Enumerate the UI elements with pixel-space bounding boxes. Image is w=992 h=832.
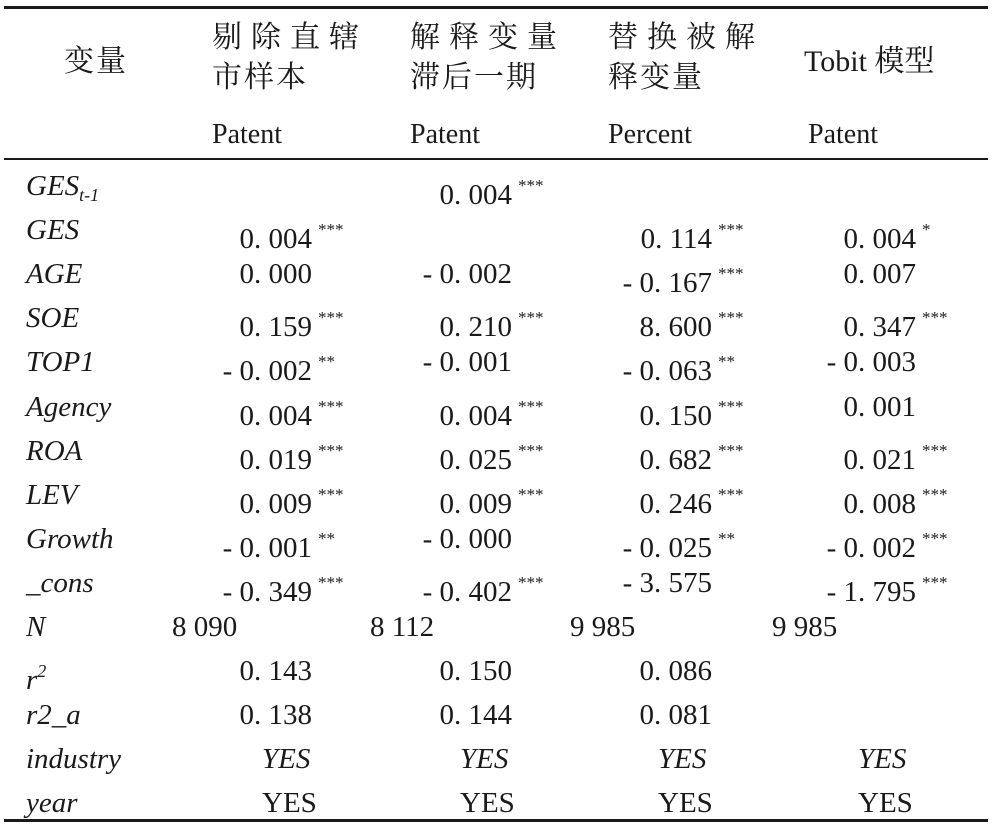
header-col-3-line1: 替换被解 — [608, 21, 764, 54]
cell-value: 0. 210 — [439, 311, 512, 344]
cell-value: 0. 000 — [239, 258, 312, 291]
significance-stars: *** — [318, 484, 344, 504]
row-variable-name — [26, 212, 79, 248]
table-cell — [394, 433, 544, 478]
cell-value: YES — [658, 787, 713, 820]
cell-value: 0. 008 — [843, 487, 916, 520]
table-cell — [594, 521, 735, 566]
significance-stars: *** — [718, 264, 744, 284]
table-row — [4, 340, 988, 388]
cell-value: - 0. 003 — [826, 346, 916, 379]
cell-value: - 0. 002 — [222, 355, 312, 388]
significance-stars: *** — [318, 220, 344, 240]
table-cell — [798, 256, 916, 292]
cell-value: - 0. 002 — [826, 531, 916, 564]
table-cell — [172, 609, 237, 645]
header-col-2 — [410, 18, 570, 98]
cell-value: 0. 019 — [239, 443, 312, 476]
cell-value: 9 985 — [772, 611, 838, 643]
table-cell — [594, 477, 744, 522]
table-cell — [594, 433, 744, 478]
cell-value: 0. 004 — [439, 179, 512, 211]
significance-stars: *** — [922, 440, 948, 460]
table-cell — [262, 741, 310, 777]
table-row — [4, 693, 988, 737]
table-cell — [394, 697, 512, 733]
variable-label: AGE — [26, 258, 83, 291]
table-row — [4, 561, 988, 608]
significance-stars: ** — [718, 528, 735, 548]
cell-value: YES — [460, 743, 509, 776]
header-col-3-sub: Percent — [608, 119, 692, 150]
cell-value: 9 985 — [570, 611, 636, 643]
significance-stars: *** — [318, 440, 344, 460]
table-cell — [194, 389, 344, 434]
row-variable-name — [26, 785, 78, 821]
row-variable-name — [26, 300, 79, 336]
cell-value: - 0. 000 — [422, 522, 512, 555]
row-variable-name — [26, 741, 121, 777]
table-row — [4, 208, 988, 256]
significance-stars: ** — [318, 352, 335, 372]
variable-label: Growth — [26, 522, 114, 555]
variable-subscript: t-1 — [79, 185, 100, 205]
table-cell — [394, 300, 544, 345]
cell-value: 0. 138 — [239, 699, 312, 732]
table-cell — [262, 785, 317, 821]
table-cell — [594, 212, 744, 257]
cell-value: 0. 021 — [843, 443, 916, 476]
row-variable-name — [26, 433, 82, 469]
cell-value: 0. 114 — [640, 223, 712, 256]
row-variable-name — [26, 389, 111, 425]
table-cell — [858, 785, 913, 821]
cell-value: YES — [262, 787, 317, 820]
table-cell — [394, 344, 512, 380]
variable-label: Agency — [26, 390, 112, 423]
table-cell — [394, 521, 512, 557]
variable-superscript: 2 — [37, 661, 47, 682]
table-bottom-rule — [4, 819, 988, 822]
cell-value: - 0. 025 — [622, 531, 712, 564]
significance-stars: *** — [718, 396, 744, 416]
table-cell — [460, 785, 515, 821]
variable-label: _cons — [26, 566, 94, 599]
table-cell — [858, 741, 906, 777]
cell-value: YES — [858, 787, 913, 820]
cell-value: - 1. 795 — [826, 575, 916, 608]
cell-value: 0. 081 — [639, 699, 712, 732]
significance-stars: *** — [718, 308, 744, 328]
variable-label: GES — [26, 170, 80, 202]
table-cell — [798, 521, 948, 566]
table-header-rule — [4, 158, 988, 160]
variable-label: industry — [26, 743, 122, 776]
cell-value: 0. 004 — [239, 399, 312, 432]
row-variable-name — [26, 168, 99, 213]
header-col-3 — [608, 18, 768, 98]
header-col-1-line1: 剔除直辖 — [212, 21, 368, 54]
table-cell — [194, 344, 335, 389]
table-cell — [194, 521, 335, 566]
cell-value: YES — [658, 743, 707, 776]
variable-label: r2_a — [26, 699, 81, 732]
variable-label: TOP1 — [26, 346, 95, 379]
cell-value: 0. 347 — [843, 311, 916, 344]
significance-stars: *** — [318, 572, 344, 592]
table-row — [4, 164, 988, 211]
cell-value: 0. 159 — [239, 311, 312, 344]
header-col-1 — [212, 18, 372, 98]
cell-value: 0. 007 — [843, 258, 916, 291]
cell-value: 0. 143 — [239, 655, 312, 688]
cell-value: - 0. 002 — [422, 258, 512, 291]
header-variable: 变量 — [64, 45, 128, 78]
table-cell — [394, 256, 512, 292]
cell-value: - 0. 349 — [222, 575, 312, 608]
table-row — [4, 429, 988, 476]
table-cell — [194, 433, 344, 478]
cell-value: 0. 086 — [639, 655, 712, 688]
variable-label: r — [26, 664, 38, 697]
cell-value: - 0. 063 — [622, 355, 712, 388]
table-cell — [798, 565, 948, 610]
table-cell — [594, 256, 744, 301]
header-col-1-line2: 市样本 — [212, 61, 308, 94]
significance-stars: *** — [318, 308, 344, 328]
cell-value: - 3. 575 — [622, 566, 712, 599]
row-variable-name — [26, 344, 95, 380]
header-col-2-line1: 解释变量 — [410, 21, 566, 54]
row-variable-name — [26, 565, 94, 601]
table-cell — [594, 300, 744, 345]
significance-stars: * — [922, 220, 931, 240]
table-cell — [394, 168, 544, 213]
cell-value: 0. 004 — [239, 223, 312, 256]
table-cell — [570, 609, 635, 645]
cell-value: - 0. 001 — [222, 531, 312, 564]
variable-label: year — [26, 787, 78, 820]
header-col-2-sub: Patent — [410, 119, 480, 150]
cell-value: 8 090 — [172, 611, 238, 643]
table-cell — [798, 433, 948, 478]
table-cell — [394, 653, 512, 689]
cell-value: 0. 009 — [239, 487, 312, 520]
significance-stars: *** — [318, 396, 344, 416]
cell-value: 0. 246 — [639, 487, 712, 520]
significance-stars: *** — [718, 484, 744, 504]
cell-value: 8. 600 — [639, 311, 712, 344]
table-cell — [460, 741, 508, 777]
significance-stars: *** — [518, 396, 544, 416]
table-cell — [798, 477, 948, 522]
significance-stars: *** — [922, 572, 948, 592]
significance-stars: *** — [518, 308, 544, 328]
cell-value: YES — [460, 787, 515, 820]
table-cell — [798, 300, 948, 345]
header-col-4-sub: Patent — [808, 119, 878, 150]
cell-value: - 0. 001 — [422, 346, 512, 379]
table-cell — [772, 609, 837, 645]
cell-value: 0. 025 — [439, 443, 512, 476]
variable-label: LEV — [26, 478, 78, 511]
table-top-rule — [4, 6, 988, 9]
significance-stars: *** — [518, 572, 544, 592]
cell-value: 0. 144 — [439, 699, 512, 732]
table-cell — [594, 653, 712, 689]
cell-value: 8 112 — [370, 611, 435, 643]
significance-stars: *** — [922, 308, 948, 328]
table-row — [4, 605, 988, 649]
cell-value: YES — [858, 743, 907, 776]
table-cell — [594, 389, 744, 434]
table-row — [4, 737, 988, 781]
table-cell — [194, 477, 344, 522]
table-cell — [594, 697, 712, 733]
cell-value: - 0. 167 — [622, 267, 712, 300]
header-col-2-line2: 滞后一期 — [410, 61, 538, 94]
table-cell — [194, 300, 344, 345]
table-cell — [594, 565, 712, 601]
table-cell — [658, 785, 713, 821]
table-cell — [798, 389, 916, 425]
header-col-4 — [804, 42, 984, 82]
table-row — [4, 649, 988, 697]
table-cell — [194, 256, 312, 292]
significance-stars: *** — [518, 176, 544, 195]
row-variable-name — [26, 477, 78, 513]
cell-value: 0. 004 — [843, 223, 916, 256]
header-col-1-sub: Patent — [212, 119, 282, 150]
table-cell — [658, 741, 706, 777]
significance-stars: *** — [518, 440, 544, 460]
table-cell — [370, 609, 434, 645]
table-cell — [394, 389, 544, 434]
cell-value: 0. 150 — [639, 399, 712, 432]
significance-stars: *** — [518, 484, 544, 504]
table-row — [4, 517, 988, 564]
variable-label: ROA — [26, 434, 83, 467]
table-cell — [194, 697, 312, 733]
significance-stars: ** — [718, 352, 735, 372]
table-cell — [194, 653, 312, 689]
table-row — [4, 252, 988, 300]
variable-label: SOE — [26, 302, 80, 335]
cell-value: 0. 682 — [639, 443, 712, 476]
row-variable-name — [26, 697, 81, 733]
cell-value: 0. 004 — [439, 399, 512, 432]
table-cell — [194, 212, 344, 257]
row-variable-name — [26, 653, 46, 698]
variable-label: N — [26, 611, 46, 643]
header-col-3-line2: 释变量 — [608, 61, 704, 94]
table-cell — [194, 565, 344, 610]
significance-stars: *** — [718, 440, 744, 460]
table-cell — [798, 212, 931, 257]
table-cell — [798, 344, 916, 380]
significance-stars: *** — [922, 484, 948, 504]
significance-stars: *** — [718, 220, 744, 240]
significance-stars: *** — [922, 528, 948, 548]
cell-value: 0. 009 — [439, 487, 512, 520]
table-cell — [394, 477, 544, 522]
table-row — [4, 296, 988, 344]
row-variable-name — [26, 609, 45, 645]
cell-value: 0. 001 — [843, 390, 916, 423]
table-row — [4, 385, 988, 432]
row-variable-name — [26, 256, 82, 292]
header-col-4-line1: Tobit 模型 — [804, 45, 935, 78]
significance-stars: ** — [318, 528, 335, 548]
row-variable-name — [26, 521, 114, 557]
table-cell — [394, 565, 544, 610]
variable-label: GES — [26, 214, 80, 247]
cell-value: - 0. 402 — [422, 575, 512, 608]
table-row — [4, 473, 988, 520]
table-cell — [594, 344, 735, 389]
cell-value: 0. 150 — [439, 655, 512, 688]
cell-value: YES — [262, 743, 311, 776]
